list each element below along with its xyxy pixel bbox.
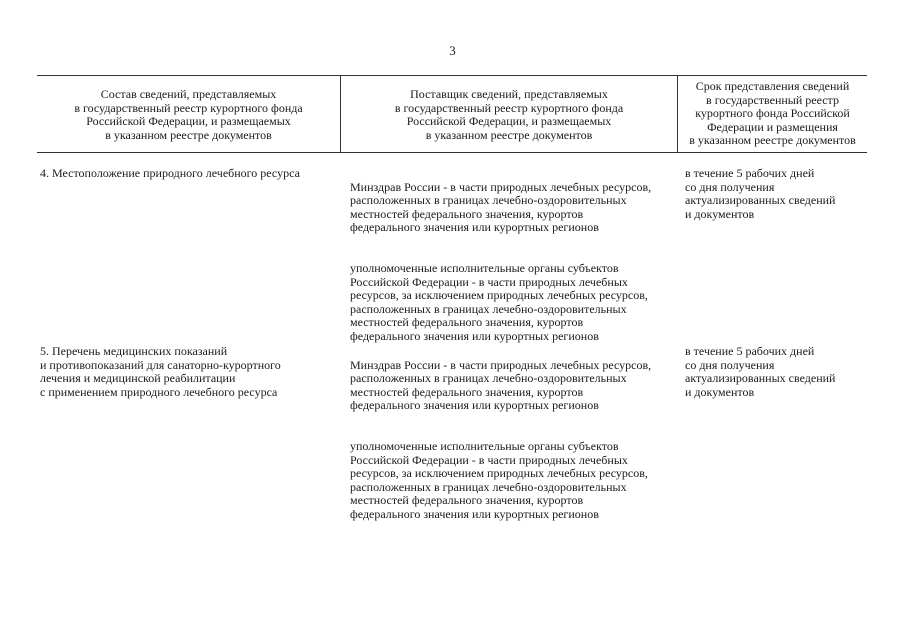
header-deadline [678,76,867,152]
page-number: 3 [449,43,456,58]
header-composition [37,76,341,152]
supplier-regional: уполномоченные исполнительные органы субъектов Российской Федерации - в части природных лечебных ресурсов, за исключением природных лечебных ресурсов, расположенных в границах лечебно-оздоровительных местностей федерального значения, курортов федерального значения или курортных регионов [350,439,648,521]
row-supplier [350,345,680,535]
table-header [37,75,867,153]
header-deadline-label: Срок представления сведений в государственный реестр курортного фонда Российской Федерации и размещения в указанном реестре документов [689,79,856,148]
row-supplier [350,167,680,357]
row-item: 5. Перечень медицинских показаний и противопоказаний для санаторно-курортного лечения и медицинской реабилитации с применением природного лечебного ресурса [40,344,281,399]
supplier-federal: Минздрав России - в части природных лечебных ресурсов, расположенных в границах лечебно-оздоровительных местностей федерального значения, курортов федерального значения или курортных регионов [350,179,652,234]
supplier-federal: Минздрав России - в части природных лечебных ресурсов, расположенных в границах лечебно-оздоровительных местностей федерального значения, курортов федерального значения или курортных регионов [350,357,652,412]
row-item: 4. Местоположение природного лечебного ресурса [40,166,300,180]
row-deadline: в течение 5 рабочих дней со дня получения актуализированных сведений и документов [685,344,836,399]
header-composition-label: Состав сведений, представляемых в государственный реестр курортного фонда Российской Федерации, и размещаемых в указанном реестре документов [74,87,303,142]
supplier-regional: уполномоченные исполнительные органы субъектов Российской Федерации - в части природных лечебных ресурсов, за исключением природных лечебных ресурсов, расположенных в границах лечебно-оздоровительных местностей федерального значения, курортов федерального значения или курортных регионов [350,261,648,343]
header-supplier [341,76,678,152]
row-deadline: в течение 5 рабочих дней со дня получения актуализированных сведений и документов [685,166,836,221]
registry-table [37,75,867,153]
header-supplier-label: Поставщик сведений, представляемых в государственный реестр курортного фонда Российской Федерации, и размещаемых в указанном реестре документов [394,87,624,142]
